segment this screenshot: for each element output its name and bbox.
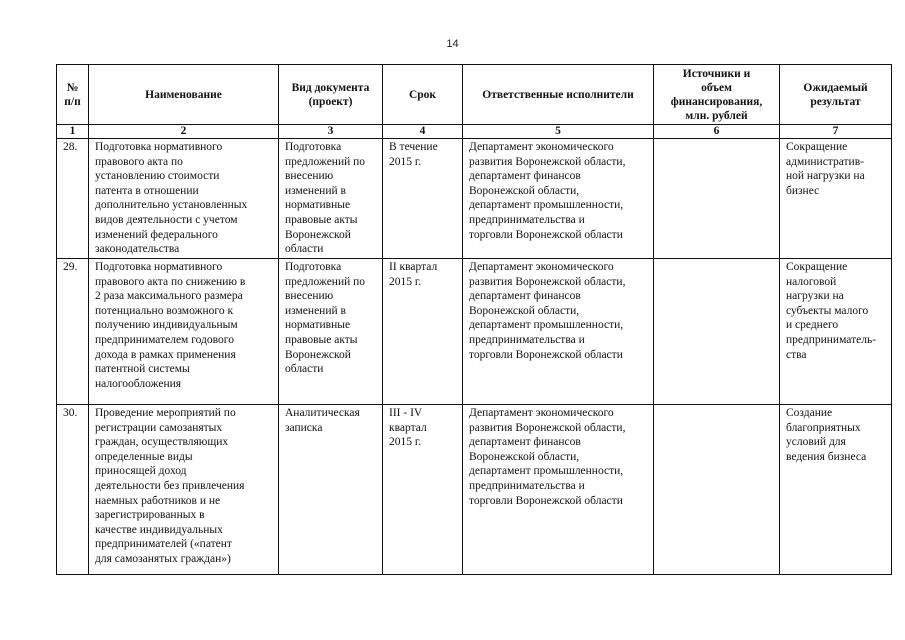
cell-doc-type-text: внесению — [285, 290, 334, 303]
table-row — [57, 259, 892, 405]
cell-result-text: налоговой — [786, 275, 837, 288]
cell-executors — [463, 405, 654, 575]
cell-name-text: потенциально возможного к — [95, 304, 234, 317]
cell-executors — [463, 259, 654, 405]
cell-result-text: бизнес — [786, 184, 820, 197]
cell-name-text: изменений федерального — [95, 228, 218, 241]
cell-result-text: Сокращение — [786, 141, 848, 153]
column-number: 7 — [780, 125, 892, 139]
table-row — [57, 139, 892, 259]
cell-executors-text: торговли Воронежской области — [469, 228, 623, 241]
column-number: 4 — [383, 125, 463, 139]
cell-name — [89, 405, 279, 575]
cell-name-text: для самозанятых граждан») — [95, 552, 231, 565]
cell-name-text: Подготовка нормативного — [95, 261, 223, 273]
cell-executors-text: департамент финансов — [469, 436, 581, 449]
cell-doc-type-text: области — [285, 243, 324, 256]
cell-result-text: ной нагрузки на — [786, 170, 865, 183]
header-executors — [463, 65, 654, 125]
cell-result-text: субъекты малого — [786, 304, 869, 317]
cell-name-text: 2 раза максимального размера — [95, 290, 243, 303]
column-number-row — [57, 125, 892, 139]
cell-deadline-text: 2015 г. — [389, 436, 422, 449]
cell-num-text: 30. — [63, 407, 78, 419]
cell-result-text: ства — [786, 348, 807, 361]
cell-doc-type-text: Подготовка — [285, 261, 342, 273]
cell-doc-type-text: нормативные — [285, 199, 351, 212]
header-num-text: п/п — [64, 95, 81, 108]
cell-name-text: патентной системы — [95, 363, 190, 376]
header-funding-text: финансирования, — [670, 95, 763, 108]
cell-result-text: Сокращение — [786, 261, 848, 273]
cell-name-text: предпринимателей («патент — [95, 538, 232, 551]
cell-doc-type-text: изменений в — [285, 184, 346, 197]
cell-name-text: регистрации самозанятых — [95, 421, 223, 434]
cell-funding — [654, 405, 780, 575]
cell-result — [780, 405, 892, 575]
cell-name-text: наемных работников и не — [95, 494, 221, 507]
cell-result-text: Создание — [786, 407, 833, 419]
cell-name-text: Проведение мероприятий по — [95, 407, 236, 419]
header-funding — [654, 65, 780, 125]
cell-doc-type-text: предложений по — [285, 275, 366, 288]
cell-doc-type-text: нормативные — [285, 319, 351, 332]
table-body — [57, 139, 892, 575]
cell-executors-text: предпринимательства и — [469, 479, 585, 492]
cell-name-text: патента в отношении — [95, 184, 199, 197]
cell-name-text: законодательства — [95, 243, 180, 256]
header-funding-text: млн. рублей — [685, 109, 748, 122]
cell-executors-text: департамент промышленности, — [469, 199, 624, 212]
header-result-text: результат — [810, 95, 861, 108]
cell-result-text: благоприятных — [786, 421, 861, 434]
cell-name-text: дополнительно установленных — [95, 199, 248, 212]
cell-deadline-text: 2015 г. — [389, 275, 422, 288]
header-name-text: Наименование — [145, 88, 222, 101]
header-executors-text: Ответственные исполнители — [482, 88, 634, 101]
column-number: 5 — [463, 125, 654, 139]
cell-doc-type-text: Воронежской — [285, 228, 351, 241]
cell-name — [89, 259, 279, 405]
table-header-row — [57, 65, 892, 125]
cell-name-text: качестве индивидуальных — [95, 523, 223, 536]
cell-num-text: 29. — [63, 261, 78, 273]
cell-doc-type-text: правовые акты — [285, 333, 358, 346]
cell-funding — [654, 259, 780, 405]
column-number: 2 — [89, 125, 279, 139]
cell-executors-text: развития Воронежской области, — [469, 275, 626, 288]
cell-name — [89, 139, 279, 259]
cell-executors-text: департамент промышленности, — [469, 319, 624, 332]
cell-name-text: приносящей доход — [95, 465, 187, 478]
cell-result — [780, 259, 892, 405]
page-number: 14 — [446, 38, 459, 50]
cell-executors-text: Воронежской области, — [469, 304, 580, 317]
cell-name-text: правового акта по — [95, 155, 183, 168]
cell-executors-text: департамент промышленности, — [469, 465, 624, 478]
cell-name-text: граждан, осуществляющих — [95, 436, 229, 449]
cell-num — [57, 405, 89, 575]
cell-name-text: видов деятельности с учетом — [95, 213, 238, 226]
cell-doc-type-text: внесению — [285, 170, 334, 183]
header-doc-type-text: (проект) — [308, 95, 353, 108]
cell-executors-text: торговли Воронежской области — [469, 494, 623, 507]
cell-deadline-text: В течение — [389, 141, 438, 153]
cell-executors-text: департамент финансов — [469, 290, 581, 303]
cell-name-text: Подготовка нормативного — [95, 141, 223, 153]
cell-executors-text: Департамент экономического — [469, 261, 614, 273]
header-num-text: № — [66, 81, 79, 94]
cell-name-text: определенные виды — [95, 450, 193, 463]
cell-num — [57, 259, 89, 405]
cell-executors-text: Воронежской области, — [469, 450, 580, 463]
cell-funding — [654, 139, 780, 259]
measures-table — [56, 64, 892, 575]
cell-result-text: условий для — [786, 436, 846, 449]
cell-doc-type-text: изменений в — [285, 304, 346, 317]
cell-doc-type — [279, 259, 383, 405]
cell-deadline-text: квартал — [389, 421, 427, 434]
cell-result-text: предприниматель- — [786, 333, 877, 346]
cell-executors-text: Воронежской области, — [469, 184, 580, 197]
cell-deadline — [383, 259, 463, 405]
header-funding-text: Источники и — [682, 67, 751, 80]
cell-deadline-text: 2015 г. — [389, 155, 422, 168]
column-number: 6 — [654, 125, 780, 139]
cell-doc-type-text: Подготовка — [285, 141, 342, 153]
table-row — [57, 405, 892, 575]
cell-executors-text: торговли Воронежской области — [469, 348, 623, 361]
cell-executors-text: Департамент экономического — [469, 141, 614, 153]
cell-doc-type-text: правовые акты — [285, 213, 358, 226]
cell-name-text: предпринимателем годового — [95, 333, 234, 346]
cell-deadline — [383, 405, 463, 575]
cell-name-text: установлению стоимости — [95, 170, 220, 183]
header-funding-text: объем — [701, 81, 732, 94]
cell-deadline-text: II квартал — [389, 261, 438, 273]
header-result-text: Ожидаемый — [803, 81, 868, 94]
cell-name-text: дохода в рамках применения — [95, 348, 236, 361]
cell-executors-text: предпринимательства и — [469, 333, 585, 346]
header-name — [89, 65, 279, 125]
header-num — [57, 65, 89, 125]
cell-executors-text: Департамент экономического — [469, 407, 614, 419]
header-doc-type — [279, 65, 383, 125]
cell-executors-text: предпринимательства и — [469, 213, 585, 226]
header-deadline — [383, 65, 463, 125]
header-result — [780, 65, 892, 125]
cell-result-text: нагрузки на — [786, 290, 844, 303]
cell-result-text: административ- — [786, 155, 864, 168]
cell-name-text: налогообложения — [95, 377, 182, 390]
cell-doc-type — [279, 139, 383, 259]
cell-deadline-text: III - IV — [389, 407, 423, 419]
cell-result-text: и среднего — [786, 319, 839, 332]
header-deadline-text: Срок — [408, 88, 437, 101]
cell-name-text: деятельности без привлечения — [95, 479, 245, 492]
cell-doc-type — [279, 405, 383, 575]
column-number: 1 — [57, 125, 89, 139]
cell-result — [780, 139, 892, 259]
column-number: 3 — [279, 125, 383, 139]
cell-name-text: правового акта по снижению в — [95, 275, 246, 288]
cell-num-text: 28. — [63, 141, 78, 153]
cell-doc-type-text: Воронежской — [285, 348, 351, 361]
cell-name-text: зарегистрированных в — [95, 509, 205, 522]
cell-num — [57, 139, 89, 259]
cell-executors-text: развития Воронежской области, — [469, 421, 626, 434]
cell-deadline — [383, 139, 463, 259]
cell-name-text: получению индивидуальным — [95, 319, 238, 332]
cell-executors-text: развития Воронежской области, — [469, 155, 626, 168]
cell-executors — [463, 139, 654, 259]
header-doc-type-text: Вид документа — [291, 81, 370, 94]
cell-doc-type-text: предложений по — [285, 155, 366, 168]
cell-executors-text: департамент финансов — [469, 170, 581, 183]
cell-doc-type-text: записка — [285, 421, 323, 434]
cell-doc-type-text: Аналитическая — [285, 407, 360, 419]
cell-doc-type-text: области — [285, 363, 324, 376]
cell-result-text: ведения бизнеса — [786, 450, 867, 463]
